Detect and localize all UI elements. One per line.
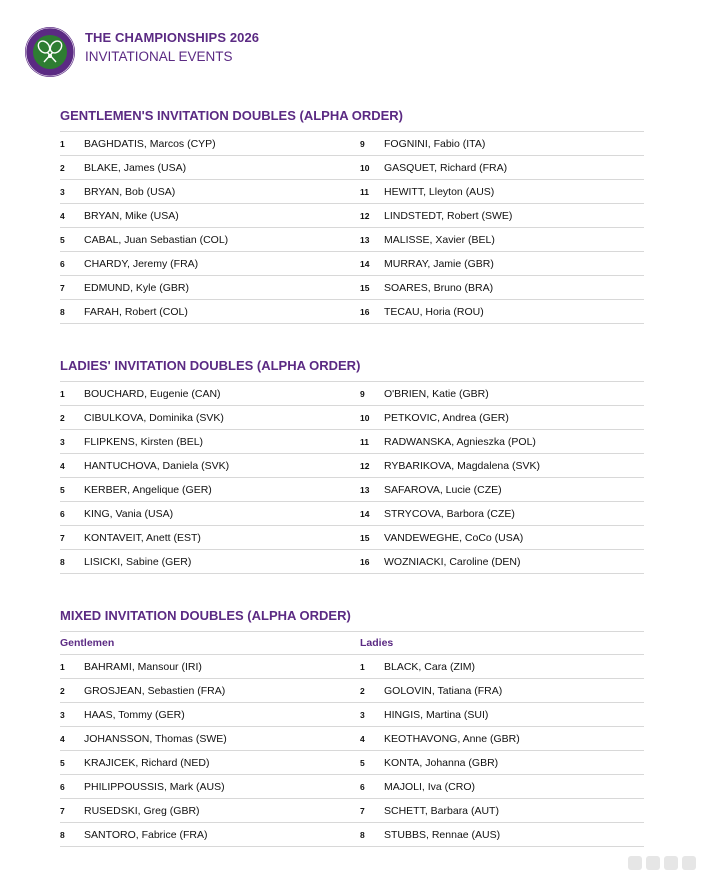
player-name: STUBBS, Rennae (AUS) [384, 828, 501, 841]
player-table [60, 631, 644, 847]
table-row [60, 478, 644, 502]
entry-number: 10 [360, 162, 370, 173]
table-row [60, 276, 644, 300]
entry-number: 8 [60, 829, 65, 840]
right-entry [360, 829, 644, 841]
player-name: MALISSE, Xavier (BEL) [384, 233, 495, 246]
table-row [60, 252, 644, 276]
entry-number: 2 [60, 685, 65, 696]
player-name: CHARDY, Jeremy (FRA) [84, 257, 199, 270]
entry-number: 6 [60, 508, 65, 519]
right-entry [360, 234, 644, 246]
entry-number: 1 [360, 661, 365, 672]
right-entry [360, 210, 644, 222]
entry-number: 12 [360, 210, 370, 221]
right-entry [360, 781, 644, 793]
player-table [60, 131, 644, 324]
right-entry [360, 556, 644, 568]
entry-number: 8 [360, 829, 365, 840]
right-entry [360, 508, 644, 520]
entry-number: 13 [360, 234, 370, 245]
entry-number: 9 [360, 388, 365, 399]
player-name: RUSEDSKI, Greg (GBR) [84, 804, 200, 817]
left-entry [60, 306, 360, 318]
left-entry [60, 805, 360, 817]
ladies-doubles-section [60, 357, 644, 574]
left-entry [60, 508, 360, 520]
entry-number: 8 [60, 306, 65, 317]
entry-number: 4 [60, 733, 65, 744]
player-name: SAFAROVA, Lucie (CZE) [384, 483, 502, 496]
table-row [60, 300, 644, 324]
player-name: FLIPKENS, Kirsten (BEL) [84, 435, 204, 448]
entry-number: 1 [60, 388, 65, 399]
table-row [60, 751, 644, 775]
table-row [60, 823, 644, 847]
player-name: BAGHDATIS, Marcos (CYP) [84, 137, 216, 150]
right-entry [360, 661, 644, 673]
page-title: THE CHAMPIONSHIPS 2026 [85, 30, 260, 45]
table-row [60, 180, 644, 204]
gentlemen-doubles-section [60, 107, 644, 324]
right-entry [360, 436, 644, 448]
player-name: GOLOVIN, Tatiana (FRA) [384, 684, 503, 697]
player-name: VANDEWEGHE, CoCo (USA) [384, 531, 524, 544]
player-name: HEWITT, Lleyton (AUS) [384, 185, 495, 198]
section-title: LADIES' INVITATION DOUBLES (ALPHA ORDER) [60, 358, 361, 373]
ladies-heading: Ladies [360, 637, 394, 649]
table-row [60, 204, 644, 228]
player-name: PHILIPPOUSSIS, Mark (AUS) [84, 780, 225, 793]
left-entry [60, 388, 360, 400]
player-name: KERBER, Angelique (GER) [84, 483, 212, 496]
player-name: HAAS, Tommy (GER) [84, 708, 185, 721]
table-row [60, 382, 644, 406]
left-entry [60, 781, 360, 793]
player-name: RYBARIKOVA, Magdalena (SVK) [384, 459, 541, 472]
player-name: STRYCOVA, Barbora (CZE) [384, 507, 515, 520]
left-entry [60, 460, 360, 472]
right-entry [360, 186, 644, 198]
more-icon[interactable] [682, 856, 696, 870]
page-subtitle: INVITATIONAL EVENTS [85, 49, 233, 64]
entry-number: 5 [60, 484, 65, 495]
left-entry [60, 733, 360, 745]
entry-number: 4 [60, 210, 65, 221]
player-name: HINGIS, Martina (SUI) [384, 708, 489, 721]
player-name: MAJOLI, Iva (CRO) [384, 780, 476, 793]
entry-number: 5 [360, 757, 365, 768]
mixed-doubles-section [60, 607, 644, 847]
left-entry [60, 186, 360, 198]
table-row [60, 132, 644, 156]
player-name: CABAL, Juan Sebastian (COL) [84, 233, 229, 246]
player-name: LINDSTEDT, Robert (SWE) [384, 209, 513, 222]
player-name: JOHANSSON, Thomas (SWE) [84, 732, 227, 745]
left-entry [60, 162, 360, 174]
entry-number: 10 [360, 412, 370, 423]
player-name: BAHRAMI, Mansour (IRI) [84, 660, 202, 673]
table-row [60, 799, 644, 823]
left-entry [60, 484, 360, 496]
entry-number: 12 [360, 460, 370, 471]
player-name: PETKOVIC, Andrea (GER) [384, 411, 509, 424]
entry-number: 14 [360, 508, 370, 519]
player-name: KONTA, Johanna (GBR) [384, 756, 499, 769]
table-row [60, 526, 644, 550]
table-row [60, 550, 644, 574]
entry-number: 16 [360, 556, 370, 567]
left-entry [60, 661, 360, 673]
zoom-in-icon[interactable] [646, 856, 660, 870]
left-entry [60, 258, 360, 270]
entry-number: 7 [60, 282, 65, 293]
entry-number: 3 [60, 709, 65, 720]
player-name: LISICKI, Sabine (GER) [84, 555, 192, 568]
section-title: MIXED INVITATION DOUBLES (ALPHA ORDER) [60, 608, 351, 623]
entry-number: 11 [360, 436, 369, 447]
right-entry [360, 306, 644, 318]
gentlemen-heading: Gentlemen [60, 637, 115, 649]
entry-number: 15 [360, 282, 370, 293]
player-name: BLACK, Cara (ZIM) [384, 660, 476, 673]
player-name: FARAH, Robert (COL) [84, 305, 188, 318]
player-name: KING, Vania (USA) [84, 507, 174, 520]
player-name: CIBULKOVA, Dominika (SVK) [84, 411, 224, 424]
fit-page-icon[interactable] [664, 856, 678, 870]
player-name: BLAKE, James (USA) [84, 161, 187, 174]
entry-number: 15 [360, 532, 370, 543]
entry-number: 6 [60, 258, 65, 269]
entry-number: 6 [360, 781, 365, 792]
table-row [60, 775, 644, 799]
table-row [60, 727, 644, 751]
player-name: O'BRIEN, Katie (GBR) [384, 387, 489, 400]
entry-number: 16 [360, 306, 370, 317]
player-name: SOARES, Bruno (BRA) [384, 281, 494, 294]
right-entry [360, 258, 644, 270]
crossed-rackets-logo-icon [24, 26, 76, 78]
player-name: RADWANSKA, Agnieszka (POL) [384, 435, 536, 448]
entry-number: 7 [60, 532, 65, 543]
player-name: SCHETT, Barbara (AUT) [384, 804, 499, 817]
right-entry [360, 162, 644, 174]
table-row [60, 502, 644, 526]
entry-number: 2 [60, 412, 65, 423]
entry-number: 5 [60, 234, 65, 245]
table-row [60, 228, 644, 252]
entry-number: 7 [360, 805, 365, 816]
left-entry [60, 234, 360, 246]
entry-number: 9 [360, 138, 365, 149]
entry-number: 7 [60, 805, 65, 816]
entry-number: 6 [60, 781, 65, 792]
column-headings [60, 632, 644, 655]
mixed-rows [60, 655, 644, 847]
table-row [60, 430, 644, 454]
left-entry [60, 709, 360, 721]
right-entry [360, 709, 644, 721]
table-row [60, 679, 644, 703]
left-entry [60, 685, 360, 697]
table-row [60, 156, 644, 180]
entry-number: 2 [60, 162, 65, 173]
player-name: WOZNIACKI, Caroline (DEN) [384, 555, 521, 568]
right-entry [360, 138, 644, 150]
player-name: BOUCHARD, Eugenie (CAN) [84, 387, 221, 400]
right-entry [360, 484, 644, 496]
entry-number: 4 [360, 733, 365, 744]
entry-number: 13 [360, 484, 370, 495]
right-entry [360, 388, 644, 400]
left-entry [60, 138, 360, 150]
left-entry [60, 556, 360, 568]
player-name: GASQUET, Richard (FRA) [384, 161, 508, 174]
table-row [60, 703, 644, 727]
right-entry [360, 685, 644, 697]
player-table [60, 381, 644, 574]
player-name: KEOTHAVONG, Anne (GBR) [384, 732, 520, 745]
left-entry [60, 829, 360, 841]
player-name: GROSJEAN, Sebastien (FRA) [84, 684, 226, 697]
entry-number: 4 [60, 460, 65, 471]
entry-number: 2 [360, 685, 365, 696]
left-entry [60, 412, 360, 424]
player-name: FOGNINI, Fabio (ITA) [384, 137, 486, 150]
right-entry [360, 532, 644, 544]
entry-number: 8 [60, 556, 65, 567]
entry-number: 1 [60, 661, 65, 672]
table-row [60, 454, 644, 478]
page-controls [628, 856, 696, 870]
player-name: KONTAVEIT, Anett (EST) [84, 531, 201, 544]
entry-number: 3 [60, 186, 65, 197]
player-name: BRYAN, Mike (USA) [84, 209, 179, 222]
entry-number: 5 [60, 757, 65, 768]
right-entry [360, 733, 644, 745]
entry-number: 14 [360, 258, 370, 269]
right-entry [360, 805, 644, 817]
entry-number: 1 [60, 138, 65, 149]
left-entry [60, 436, 360, 448]
entry-number: 3 [60, 436, 65, 447]
zoom-out-icon[interactable] [628, 856, 642, 870]
player-name: HANTUCHOVA, Daniela (SVK) [84, 459, 230, 472]
right-entry [360, 282, 644, 294]
left-entry [60, 532, 360, 544]
player-name: BRYAN, Bob (USA) [84, 185, 176, 198]
table-row [60, 655, 644, 679]
right-entry [360, 757, 644, 769]
player-name: KRAJICEK, Richard (NED) [84, 756, 210, 769]
player-name: MURRAY, Jamie (GBR) [384, 257, 494, 270]
entry-number: 3 [360, 709, 365, 720]
left-entry [60, 210, 360, 222]
entry-number: 11 [360, 186, 369, 197]
player-name: TECAU, Horia (ROU) [384, 305, 484, 318]
right-entry [360, 460, 644, 472]
left-entry [60, 757, 360, 769]
section-title: GENTLEMEN'S INVITATION DOUBLES (ALPHA ORDER) [60, 108, 404, 123]
right-entry [360, 412, 644, 424]
left-entry [60, 282, 360, 294]
player-name: SANTORO, Fabrice (FRA) [84, 828, 208, 841]
player-name: EDMUND, Kyle (GBR) [84, 281, 190, 294]
table-row [60, 406, 644, 430]
